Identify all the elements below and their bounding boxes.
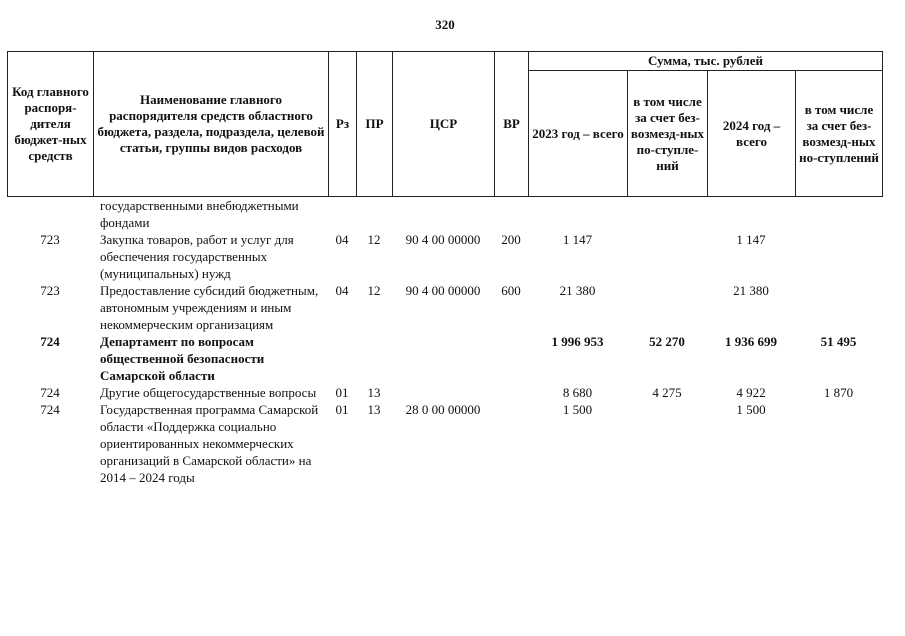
- table-header: [7, 51, 883, 197]
- cell-s2023: 1 996 953: [551, 334, 604, 349]
- cell-s2023: [528, 197, 627, 231]
- cell-code: 724: [40, 385, 60, 400]
- cell-g2024: [795, 231, 882, 282]
- cell-pr: [356, 333, 392, 384]
- cell-s2024: 4 922: [736, 385, 766, 400]
- cell-g2024: [795, 197, 882, 231]
- cell-name: Закупка товаров, работ и услуг для обеспечения государственных (муниципальных) нужд: [100, 232, 294, 281]
- cell-rz: [328, 197, 356, 231]
- cell-csr: 90 4 00 00000: [405, 232, 481, 247]
- cell-s2024: 21 380: [733, 283, 769, 298]
- cell-g2023: [627, 231, 707, 282]
- cell-vr: [494, 333, 528, 384]
- cell-g2024: 51 495: [820, 334, 857, 349]
- cell-rz: 01: [335, 402, 349, 417]
- cell-g2023: [627, 282, 707, 333]
- cell-s2023: 1 500: [562, 402, 593, 417]
- table-body: [7, 197, 882, 486]
- cell-g2023: 4 275: [652, 385, 682, 400]
- header-sum-group: Сумма, тыс. рублей: [529, 52, 883, 71]
- header-name: Наименование главного распорядителя средств областного бюджета, раздела, подраздела, целевой статьи, группы видов расходов: [94, 52, 329, 197]
- cell-g2024: [795, 401, 882, 486]
- cell-code: 723: [40, 232, 60, 247]
- cell-vr: 600: [501, 283, 521, 298]
- table-row: [7, 231, 882, 282]
- cell-csr: [392, 384, 494, 401]
- cell-code: 724: [40, 402, 60, 417]
- cell-rz: 04: [335, 283, 349, 298]
- cell-pr: 13: [367, 385, 381, 400]
- cell-rz: [328, 333, 356, 384]
- cell-s2024: 1 936 699: [725, 334, 777, 349]
- cell-csr: [392, 333, 494, 384]
- cell-csr: [392, 197, 494, 231]
- cell-pr: 12: [367, 232, 381, 247]
- cell-code: [7, 197, 93, 231]
- table-row: [7, 333, 882, 384]
- cell-s2023: 1 147: [562, 232, 593, 247]
- cell-name: государственными внебюджетными фондами: [100, 198, 299, 230]
- cell-s2024: 1 500: [736, 402, 766, 417]
- header-csr: ЦСР: [393, 52, 495, 197]
- header-2023-gratis: в том числе за счет без-возмезд-ных по-ступле-ний: [628, 71, 708, 197]
- cell-g2024: [795, 282, 882, 333]
- cell-pr: [356, 197, 392, 231]
- cell-name: Другие общегосударственные вопросы: [100, 385, 317, 400]
- table-row: [7, 197, 882, 231]
- cell-code: 724: [40, 334, 60, 349]
- cell-g2023: [627, 197, 707, 231]
- header-2024-gratis: в том числе за счет без-возмезд-ных но-ступлений: [796, 71, 883, 197]
- cell-vr: [494, 401, 528, 486]
- cell-s2023: 8 680: [562, 385, 593, 400]
- cell-csr: 28 0 00 00000: [405, 402, 481, 417]
- cell-csr: 90 4 00 00000: [405, 283, 481, 298]
- cell-pr: 12: [367, 283, 381, 298]
- cell-name: Департамент по вопросам общественной безопасности Самарской области: [100, 334, 265, 383]
- cell-s2024: 1 147: [736, 232, 766, 247]
- cell-pr: 13: [367, 402, 381, 417]
- header-rz: Рз: [329, 52, 357, 197]
- table-row: [7, 384, 882, 401]
- cell-vr: 200: [501, 232, 521, 247]
- cell-rz: 04: [335, 232, 349, 247]
- cell-name: Государственная программа Самарской области «Поддержка социально ориентированных некоммерческих организаций в Самарской области» на 2014 – 2024 годы: [100, 402, 319, 485]
- cell-s2024: [707, 197, 795, 231]
- cell-name: Предоставление субсидий бюджетным, автономным учреждениям и иным некоммерческим организациям: [100, 283, 319, 332]
- cell-g2023: [627, 401, 707, 486]
- cell-code: 723: [40, 283, 60, 298]
- cell-s2023: 21 380: [559, 283, 596, 298]
- page-number: 320: [435, 17, 455, 32]
- cell-vr: [494, 197, 528, 231]
- table-row: [7, 401, 882, 486]
- header-2023-total: 2023 год – всего: [529, 71, 628, 197]
- header-2024-total: 2024 год – всего: [708, 71, 796, 197]
- cell-g2024: 1 870: [823, 385, 854, 400]
- header-pr: ПР: [357, 52, 393, 197]
- cell-g2023: 52 270: [649, 334, 685, 349]
- header-vr: ВР: [495, 52, 529, 197]
- cell-rz: 01: [335, 385, 349, 400]
- header-code: Код главного распоря-дителя бюджет-ных средств: [8, 52, 94, 197]
- table-row: [7, 282, 882, 333]
- cell-vr: [494, 384, 528, 401]
